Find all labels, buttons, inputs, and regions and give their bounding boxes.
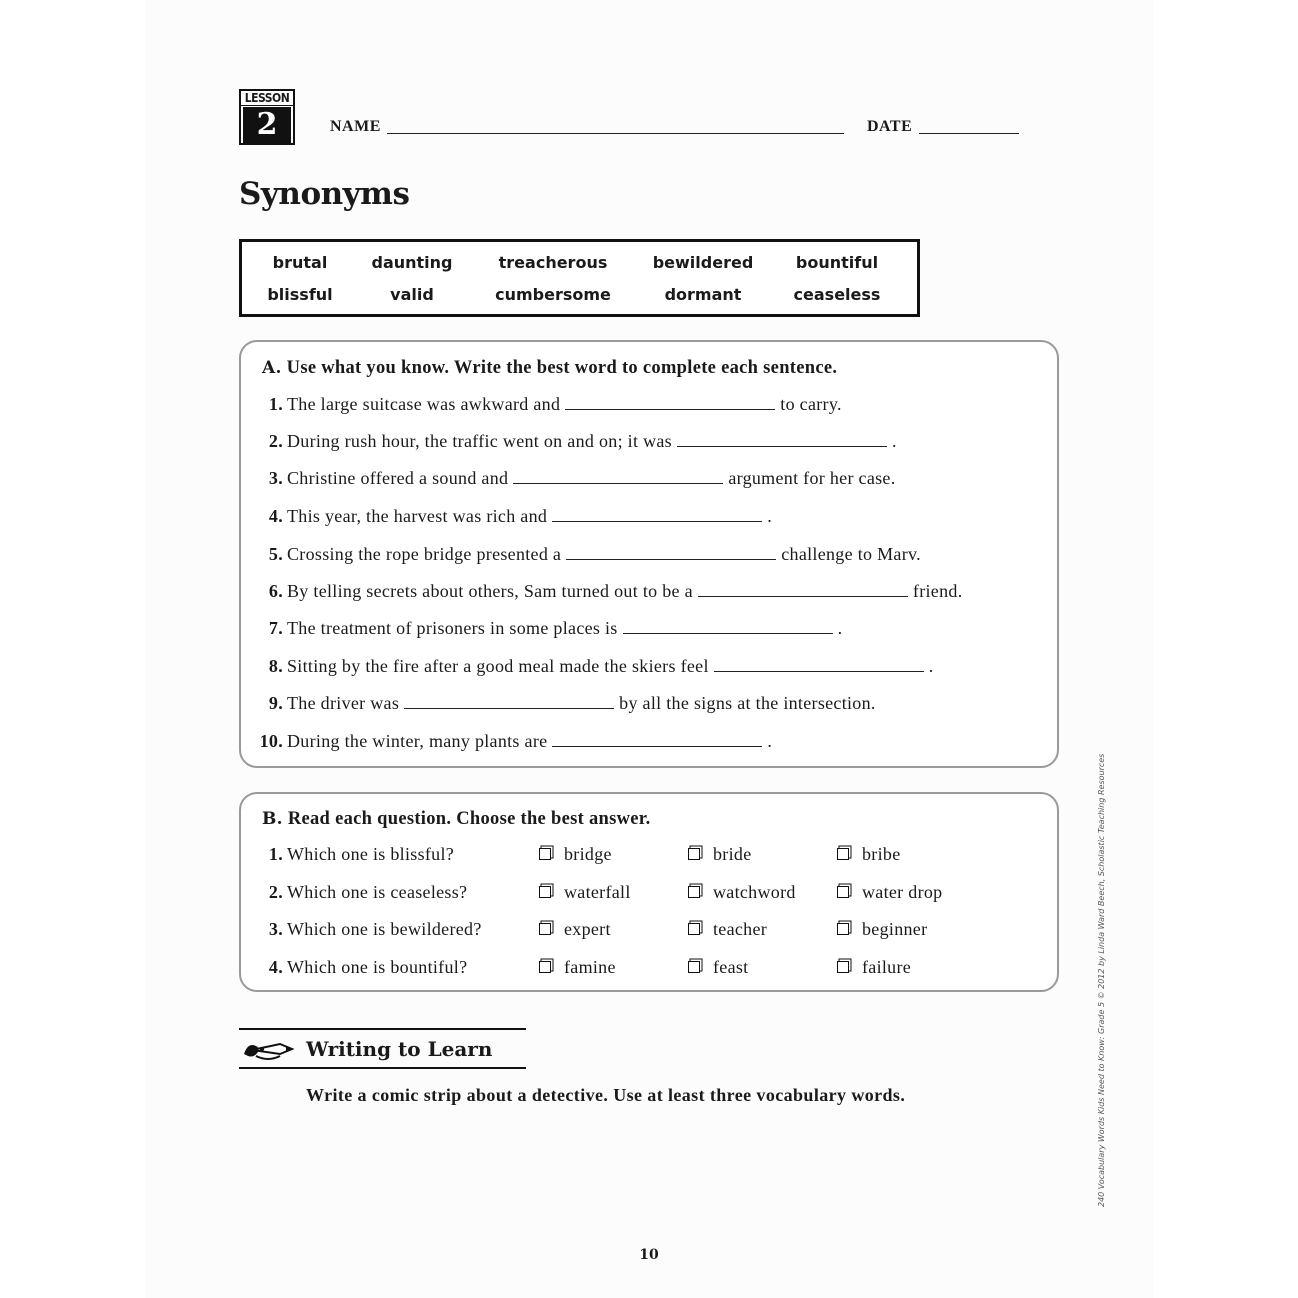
name-label: NAME — [330, 118, 381, 135]
checkbox[interactable] — [688, 886, 700, 898]
question-row — [258, 919, 482, 940]
list-item — [258, 656, 934, 677]
checkbox[interactable] — [539, 961, 551, 973]
section-b-letter: B. — [262, 809, 283, 829]
item-text-after: by all the signs at the intersection. — [619, 693, 876, 713]
word-bank-word: cumbersome — [495, 285, 611, 304]
item-text-before: This year, the harvest was rich and — [287, 506, 548, 526]
checkbox[interactable] — [837, 848, 849, 860]
option-label: water drop — [862, 882, 943, 902]
answer-blank[interactable] — [552, 732, 762, 747]
item-text-after: . — [928, 656, 934, 676]
word-bank-word: dormant — [664, 285, 742, 304]
answer-option[interactable] — [539, 919, 611, 940]
item-text-before: By telling secrets about others, Sam turned out to be a — [287, 581, 693, 601]
page-number: 10 — [639, 1247, 659, 1263]
checkbox[interactable] — [688, 848, 700, 860]
item-number: 9. — [268, 693, 283, 713]
checkbox[interactable] — [539, 923, 551, 935]
item-number: 10. — [259, 731, 283, 751]
list-item — [258, 544, 921, 565]
answer-option[interactable] — [837, 882, 942, 903]
question-row — [258, 882, 467, 903]
item-number: 8. — [268, 656, 283, 676]
answer-blank[interactable] — [623, 619, 833, 634]
pencil-icon — [242, 1034, 296, 1068]
answer-option[interactable] — [539, 844, 612, 865]
item-number: 1. — [268, 394, 283, 414]
answer-blank[interactable] — [698, 582, 908, 597]
word-bank-word: bewildered — [652, 253, 754, 272]
question-text: Which one is bountiful? — [287, 957, 468, 977]
list-item — [258, 394, 842, 415]
item-number: 6. — [268, 581, 283, 601]
checkbox[interactable] — [539, 886, 551, 898]
question-row — [258, 844, 454, 865]
answer-option[interactable] — [688, 919, 767, 940]
answer-blank[interactable] — [565, 395, 775, 410]
page-title: Synonyms — [239, 176, 410, 212]
checkbox[interactable] — [688, 923, 700, 935]
lesson-number: 2 — [243, 107, 291, 143]
date-label: DATE — [867, 118, 913, 135]
item-number: 3. — [268, 919, 283, 939]
word-bank-word: ceaseless — [793, 285, 881, 304]
date-field[interactable] — [919, 133, 1019, 134]
item-text-before: Christine offered a sound and — [287, 468, 509, 488]
answer-option[interactable] — [688, 882, 796, 903]
answer-blank[interactable] — [677, 432, 887, 447]
section-a-letter: A. — [262, 358, 282, 378]
option-label: bribe — [862, 844, 901, 864]
question-text: Which one is ceaseless? — [287, 882, 468, 902]
list-item — [258, 506, 772, 527]
option-label: failure — [862, 957, 912, 977]
checkbox[interactable] — [837, 961, 849, 973]
option-label: beginner — [862, 919, 928, 939]
writing-title: Writing to Learn — [306, 1037, 493, 1061]
item-text-after: . — [891, 431, 897, 451]
item-text-before: The large suitcase was awkward and — [287, 394, 561, 414]
item-text-before: The driver was — [287, 693, 400, 713]
question-row — [258, 957, 467, 978]
list-item — [258, 581, 963, 602]
item-text-after: challenge to Marv. — [781, 544, 921, 564]
item-text-after: . — [767, 506, 773, 526]
word-bank-word: brutal — [272, 253, 328, 272]
answer-option[interactable] — [837, 844, 900, 865]
item-text-before: During the winter, many plants are — [287, 731, 548, 751]
item-number: 1. — [268, 844, 283, 864]
question-text: Which one is blissful? — [287, 844, 455, 864]
answer-option[interactable] — [539, 882, 631, 903]
item-number: 2. — [268, 431, 283, 451]
name-field[interactable] — [387, 133, 844, 134]
answer-blank[interactable] — [552, 507, 762, 522]
list-item — [258, 693, 876, 714]
answer-option[interactable] — [837, 919, 927, 940]
section-b-instruction-text: Read each question. Choose the best answer. — [287, 809, 651, 829]
item-number: 4. — [268, 957, 283, 977]
checkbox[interactable] — [837, 886, 849, 898]
lesson-label: LESSON — [241, 91, 293, 106]
answer-blank[interactable] — [566, 545, 776, 560]
list-item — [258, 431, 897, 452]
list-item — [258, 468, 896, 489]
item-text-before: During rush hour, the traffic went on and on; it was — [287, 431, 672, 451]
word-bank-word: treacherous — [498, 253, 608, 272]
item-number: 5. — [268, 544, 283, 564]
writing-prompt: Write a comic strip about a detective. Use at least three vocabulary words. — [306, 1085, 906, 1105]
word-bank-word: blissful — [267, 285, 333, 304]
item-number: 4. — [268, 506, 283, 526]
copyright-credit: 240 Vocabulary Words Kids Need to Know: Grade 5 © 2012 by Linda Ward Beech, Scholastic Teaching Resources — [1097, 753, 1106, 1207]
option-label: feast — [713, 957, 749, 977]
question-text: Which one is bewildered? — [287, 919, 482, 939]
section-b-instruction — [262, 809, 651, 830]
item-text-after: to carry. — [780, 394, 842, 414]
item-text-before: Sitting by the fire after a good meal made the skiers feel — [287, 656, 709, 676]
item-text-before: The treatment of prisoners in some places is — [287, 618, 618, 638]
item-text-after: argument for her case. — [728, 468, 896, 488]
option-label: teacher — [713, 919, 768, 939]
writing-bottom-rule — [239, 1067, 526, 1069]
answer-option[interactable] — [688, 844, 751, 865]
checkbox[interactable] — [539, 848, 551, 860]
item-number: 2. — [268, 882, 283, 902]
option-label: bride — [713, 844, 752, 864]
writing-top-rule — [239, 1028, 526, 1030]
list-item — [258, 731, 772, 752]
word-bank-word: daunting — [371, 253, 453, 272]
answer-blank[interactable] — [404, 694, 614, 709]
checkbox[interactable] — [837, 923, 849, 935]
answer-option[interactable] — [837, 957, 911, 978]
word-bank-word: bountiful — [795, 253, 879, 272]
section-a-instruction-text: Use what you know. Write the best word to complete each sentence. — [286, 358, 838, 378]
section-a-instruction — [262, 358, 837, 379]
option-label: bridge — [564, 844, 612, 864]
option-label: expert — [564, 919, 611, 939]
answer-option[interactable] — [688, 957, 748, 978]
option-label: famine — [564, 957, 616, 977]
item-text-after: friend. — [912, 581, 963, 601]
item-text-after: . — [767, 731, 773, 751]
lesson-badge — [239, 89, 295, 145]
item-text-after: . — [837, 618, 843, 638]
item-number: 7. — [268, 618, 283, 638]
checkbox[interactable] — [688, 961, 700, 973]
answer-blank[interactable] — [714, 657, 924, 672]
answer-blank[interactable] — [513, 469, 723, 484]
option-label: waterfall — [564, 882, 631, 902]
word-bank — [239, 239, 920, 317]
word-bank-word: valid — [390, 285, 434, 304]
item-text-before: Crossing the rope bridge presented a — [287, 544, 562, 564]
item-number: 3. — [268, 468, 283, 488]
answer-option[interactable] — [539, 957, 616, 978]
list-item — [258, 618, 842, 639]
option-label: watchword — [713, 882, 796, 902]
